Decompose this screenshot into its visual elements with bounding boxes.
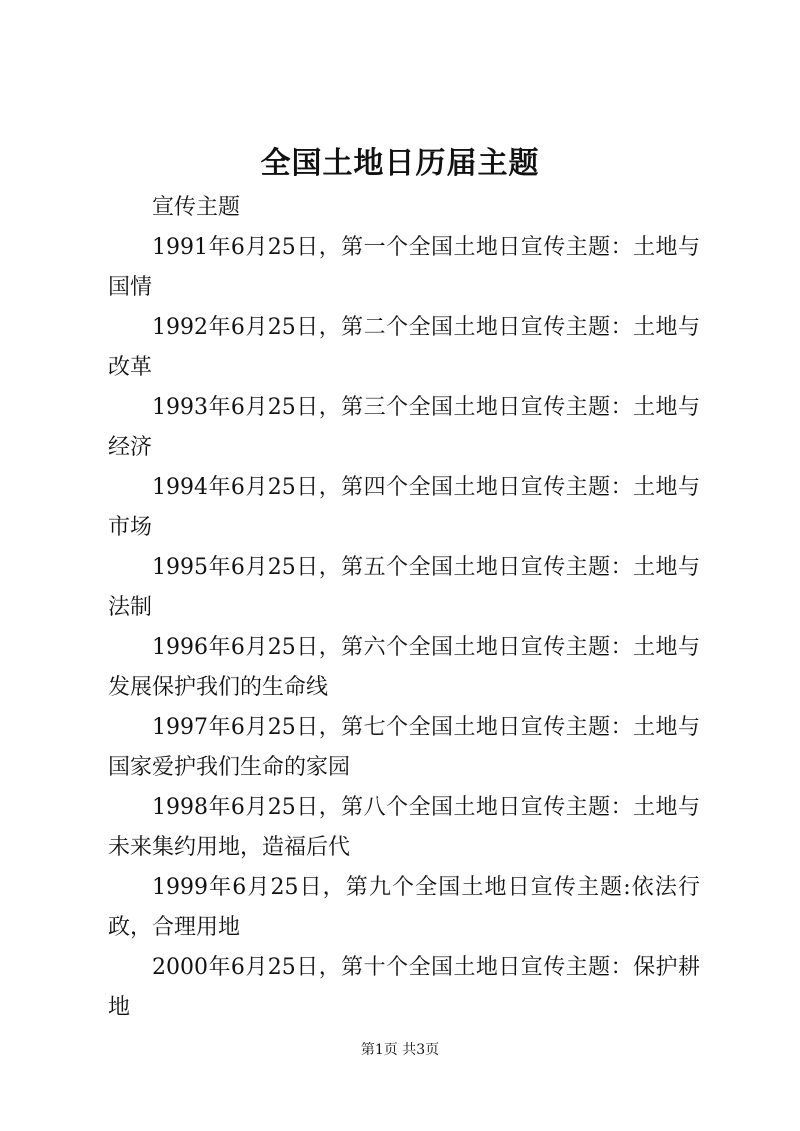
paragraph-1993: 1993年6月25日，第三个全国土地日宣传主题：土地与经济 [108, 395, 700, 460]
paragraph-1994: 1994年6月25日，第四个全国土地日宣传主题：土地与市场 [108, 475, 700, 540]
paragraph-1991: 1991年6月25日，第一个全国土地日宣传主题：土地与国情 [108, 235, 700, 300]
paragraph-1995: 1995年6月25日，第五个全国土地日宣传主题：土地与法制 [108, 555, 700, 620]
paragraph-1996: 1996年6月25日，第六个全国土地日宣传主题：土地与发展保护我们的生命线 [108, 635, 700, 700]
document-body [108, 188, 700, 1028]
paragraph-intro: 宣传主题 [152, 195, 241, 220]
document-title: 全国土地日历届主题 [260, 146, 540, 181]
paragraph-1998: 1998年6月25日，第八个全国土地日宣传主题：土地与未来集约用地，造福后代 [108, 795, 700, 860]
paragraph-1992: 1992年6月25日，第二个全国土地日宣传主题：土地与改革 [108, 315, 700, 380]
paragraph-1999: 1999年6月25日，第九个全国土地日宣传主题:依法行政，合理用地 [108, 875, 700, 940]
paragraph-2000: 2000年6月25日，第十个全国土地日宣传主题：保护耕地 [108, 955, 700, 1020]
page-footer: 第1页 共3页 [360, 1042, 440, 1058]
paragraph-1997: 1997年6月25日，第七个全国土地日宣传主题：土地与国家爱护我们生命的家园 [108, 715, 700, 780]
